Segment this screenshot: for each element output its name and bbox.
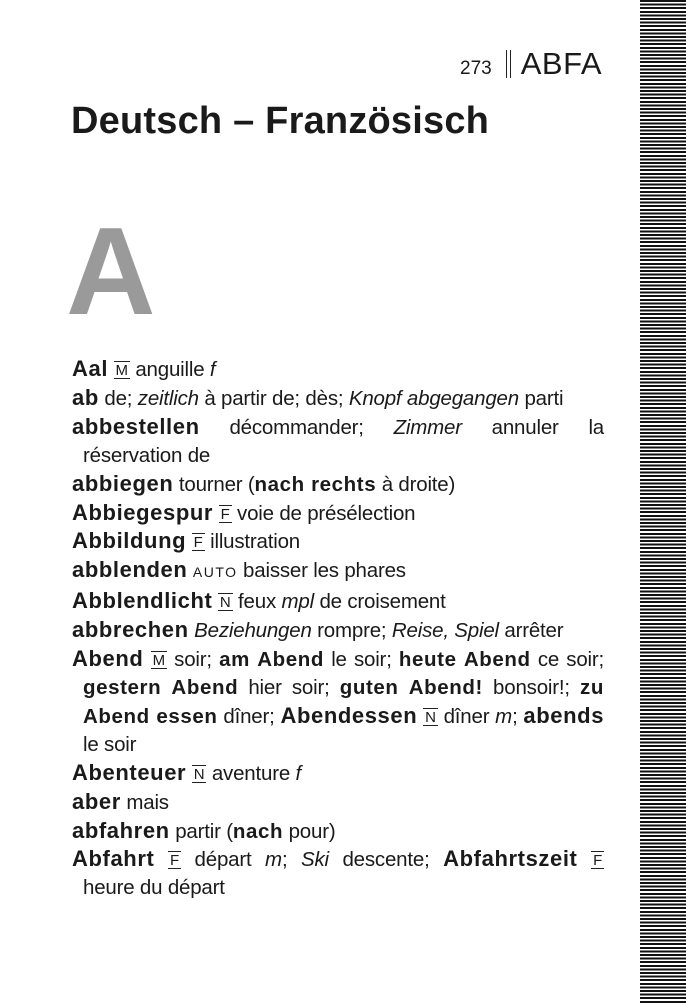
italic-label: m (265, 848, 282, 872)
translation-text: à droite) (376, 472, 456, 496)
headword: Abfahrt (72, 846, 155, 872)
italic-label: f (295, 761, 302, 785)
italic-label: Ski (301, 848, 329, 872)
translation-text: le soir (83, 732, 137, 756)
thumb-index-stripes (640, 0, 686, 1004)
headword: ab (72, 384, 99, 410)
translation-text: annuler la réservation de (83, 415, 604, 467)
bold-phrase: nach (232, 819, 284, 843)
translation-text: baisser les phares (237, 559, 406, 583)
dictionary-entries (72, 355, 604, 902)
dictionary-entry (72, 788, 604, 817)
translation-text: bonsoir!; (482, 675, 581, 699)
gender-marker: N (219, 594, 231, 612)
translation-text: ; (281, 848, 302, 872)
translation-text: ce soir; (530, 648, 605, 672)
bold-phrase: heute Abend (398, 648, 531, 672)
translation-text: le soir; (323, 648, 399, 672)
dictionary-entry (72, 499, 604, 528)
gender-marker: M (115, 362, 128, 379)
translation-text (577, 848, 591, 871)
translation-text: descente; (328, 848, 444, 872)
italic-label: m (495, 704, 513, 728)
headword: abbestellen (72, 413, 200, 439)
italic-label: Reise, Spiel (391, 619, 499, 643)
dictionary-entry (72, 759, 604, 788)
gender-marker: F (220, 505, 230, 523)
headword: Abbiegespur (72, 499, 214, 525)
header-separator (506, 50, 511, 78)
translation-text: rompre; (311, 619, 392, 643)
translation-text: ; (512, 704, 524, 728)
page-number: 273 (460, 58, 492, 79)
translation-text: à partir de; dès; (198, 386, 349, 410)
translation-text: mais (120, 790, 169, 814)
dictionary-entry (72, 384, 604, 413)
bold-phrase: zu Abend essen (83, 675, 604, 728)
translation-text: décommander; (199, 415, 394, 439)
italic-label: Knopf abgegangen (348, 386, 519, 410)
headword: abbiegen (72, 470, 174, 496)
dictionary-entry (72, 470, 604, 499)
headword: Abend (72, 646, 144, 672)
italic-label: zeitlich (137, 386, 199, 410)
translation-text (154, 848, 168, 871)
guide-word: ABFA (520, 46, 602, 81)
translation-text: illustration (204, 530, 301, 554)
headword: Aal (72, 356, 109, 381)
translation-text: de croisement (313, 590, 446, 614)
dictionary-entry (72, 645, 604, 759)
bold-phrase: gestern Abend (83, 675, 239, 699)
translation-text (143, 648, 150, 671)
translation-text: pour) (283, 819, 336, 843)
gender-marker: F (170, 852, 179, 870)
running-header (460, 46, 602, 82)
italic-label: Zimmer (393, 415, 462, 439)
headword: Abendessen (280, 702, 418, 728)
translation-text: tourner ( (173, 472, 255, 496)
bold-phrase: guten Abend! (339, 675, 483, 699)
dictionary-entry (72, 616, 604, 645)
page-title: Deutsch – Französisch (71, 100, 490, 142)
translation-text: anguille (129, 358, 210, 381)
translation-text: voie de présélection (231, 501, 416, 525)
headword: Abfahrtszeit (443, 846, 578, 872)
italic-label: Beziehungen (194, 619, 312, 643)
headword: abends (523, 702, 605, 728)
gender-marker: N (425, 708, 436, 726)
translation-text: aventure (206, 761, 296, 785)
translation-text: arrêter (498, 619, 564, 643)
dictionary-entry (72, 413, 604, 470)
translation-text: dîner (437, 704, 496, 728)
gender-marker: F (193, 534, 203, 552)
subject-label: AUTO (192, 564, 238, 581)
translation-text: hier soir; (238, 675, 340, 699)
headword: abblenden (72, 557, 188, 583)
headword: Abbildung (72, 528, 187, 554)
translation-text: départ (180, 848, 266, 872)
italic-label: mpl (281, 590, 314, 614)
dictionary-entry (72, 527, 604, 556)
gender-marker: F (593, 852, 603, 870)
translation-text: dîner; (217, 704, 281, 728)
translation-text: de; (98, 386, 138, 410)
headword: abbrechen (72, 617, 189, 643)
bold-phrase: nach rechts (254, 472, 377, 496)
dictionary-entry (72, 817, 604, 846)
section-letter: A (66, 203, 156, 341)
headword: Abblendlicht (72, 588, 213, 614)
gender-marker: N (193, 765, 205, 783)
translation-text: heure du départ (83, 876, 225, 900)
headword: Abenteuer (72, 759, 187, 785)
dictionary-entry (72, 556, 604, 587)
translation-text: soir; (166, 648, 220, 672)
translation-text: partir ( (169, 819, 233, 843)
dictionary-entry (72, 587, 604, 616)
dictionary-entry (72, 845, 604, 902)
gender-marker: M (152, 652, 165, 670)
translation-text: parti (518, 386, 564, 410)
headword: aber (72, 788, 121, 814)
translation-text: feux (232, 590, 282, 614)
headword: abfahren (72, 817, 170, 843)
bold-phrase: am Abend (219, 648, 324, 672)
italic-label: f (209, 358, 216, 381)
dictionary-entry (72, 355, 604, 384)
